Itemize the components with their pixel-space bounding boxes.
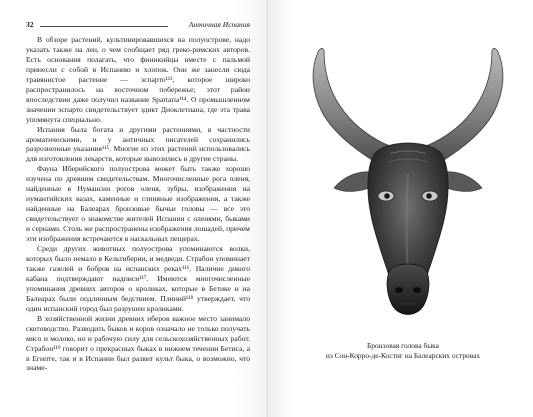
figure-caption	[288, 341, 518, 361]
paragraph: Испания была богата и другими растениями, в частности ароматическими, и у античных писателей сохранились разрозненные указания¹¹⁵. Многие из этих растений использовались для изготовления лекарств, которые вывозились в другие страны.	[26, 124, 250, 164]
caption-line: Бронзовая голова быка	[367, 341, 439, 350]
running-title: Античная Испания	[188, 20, 250, 29]
paragraph: Среди других животных полуострова упоминаются волки, которых было немало в Кельтиберии, и медведи. Страбон упоминает также газелей и бобров на испанских реках¹¹⁶. Наличие дикого кабана подтверждают надписи¹¹⁷. Имеются многочисленные упоминания древних авторов о кроликах, которые в Бетике и на Балеарах были подлинным бедствием. Плиний¹¹⁸ утверждает, что один испанский город был разрушен кроликами.	[26, 244, 250, 313]
body-text	[26, 35, 250, 373]
caption-line: из Сон-Корро-де-Костиг на Балеарских островах	[325, 351, 481, 360]
bronze-bull-head-photo-icon	[304, 34, 512, 344]
paragraph: В обзоре растений, культивировавшихся на полуострове, надо указать также на лен, о чем сообщает ряд греко-римских авторов. Есть основания полагать, что финикийцы вместе с пальмой принесли с собой в Испанию и хлопок. Они же занесли сюда травянистое растение — эспарто¹¹³, которое широко распространилось на восточном побережье; этот район впоследствии даже получил название Spartaria¹¹⁴. О промышленном значении эспарто свидетельствует эдикт Диоклетиана, где эта трава упомянута специально.	[26, 35, 250, 124]
paragraph: Фауна Иберийского полуострова может быть также хорошо изучена по древним свидетельствам. Многочисленные рога оленя, найденные в Нумансии рогов оленя, зубры, изображения на нумантийских вазах, каменные и глиняные изображения, а также найденные на Балеарах бронзовые бычьи головы — все это свидетельствует о знакомстве жителей Испании с оленями, быками и сернами. Столь же распространены изображения лошадей, причем эти изображения встречаются в наскальных пещерах.	[26, 164, 250, 244]
page-number: 32	[26, 20, 34, 29]
paragraph: В хозяйственной жизни древних иберов важное место занимало скотоводство. Разводить быков и коров означало не только получать мясо и молоко, но и рабочую силу для сельскохозяйственных работ. Страбон¹¹⁹ говорит о прекрасных быках в нижнем течении Бетиса, а в Египте, так и в Испании был развит культ быка, о возможно, что знаме-	[26, 313, 250, 373]
header-rule	[40, 26, 168, 27]
bull-head-figure	[304, 34, 512, 344]
running-head	[26, 19, 250, 31]
